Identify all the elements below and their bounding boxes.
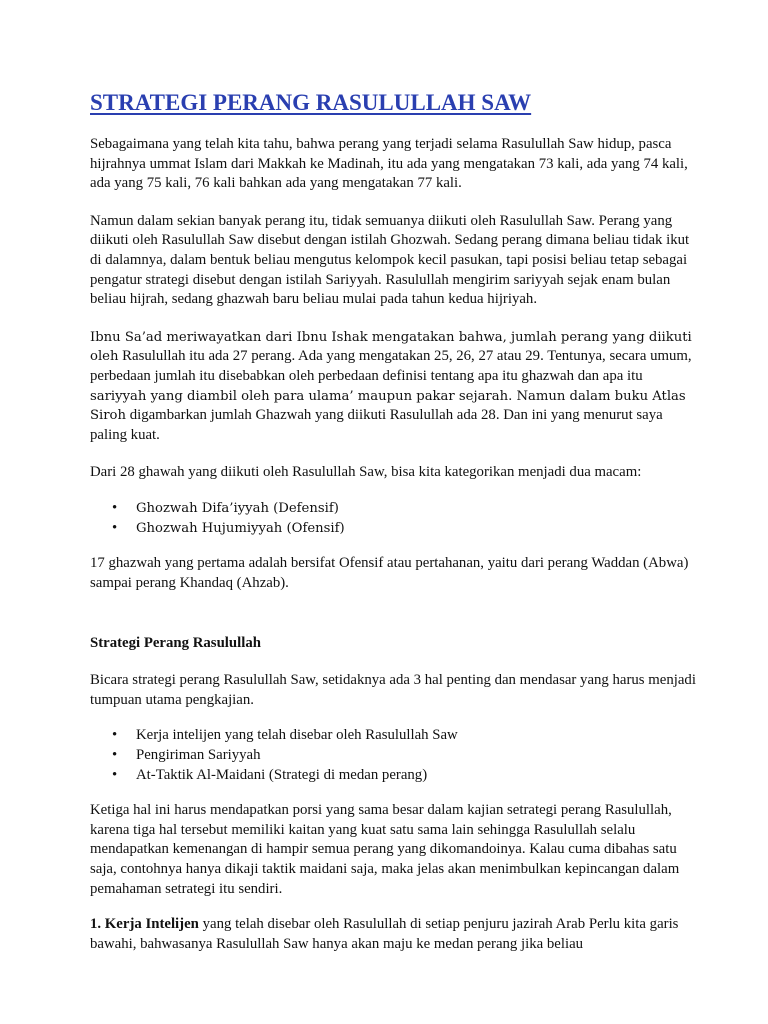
paragraph-ibnu-saad [90, 328, 698, 446]
list-item [136, 519, 698, 539]
kerja-intelijen-label: 1. Kerja Intelijen [90, 916, 199, 933]
ibnu-saad-text-5: digambarkan jumlah Ghazwah yang diikuti Rasulullah ada 28. Dan ini yang menurut saya paling kuat. [90, 407, 663, 443]
paragraph-section-intro: Bicara strategi perang Rasulullah Saw, setidaknya ada 3 hal penting dan mendasar yang harus menjadi tumpuan utama pengkajian. [90, 672, 696, 708]
ibnu-saad-text-1: Ibnu Sa’ad meriwayatkan dari Ibnu Ishak mengatakan bahwa, jumlah perang yang diikuti oleh [90, 329, 692, 365]
paragraph-kerja-intelijen [90, 915, 698, 954]
list-item: • At-Taktik Al-Maidani (Strategi di medan perang) [136, 766, 698, 786]
paragraph-ofensif: 17 ghazwah yang pertama adalah bersifat Ofensif atau pertahanan, yaitu dari perang Waddan (Abwa) sampai perang Khandaq (Ahzab). [90, 555, 689, 591]
section-heading: Strategi Perang Rasulullah [90, 635, 261, 652]
paragraph-intro: Sebagaimana yang telah kita tahu, bahwa perang yang terjadi selama Rasulullah Saw hidup, pasca hijrahnya ummat Islam dari Makkah ke Madinah, itu ada yang mengatakan 73 kali, ada yang 74 kali, ada yang 75 kali, 76 kali bahkan ada yang mengatakan 77 kali. [90, 136, 688, 192]
list-item [136, 499, 698, 519]
list-item: • Kerja intelijen yang telah disebar oleh Rasulullah Saw [136, 726, 698, 746]
category-label: Ghozwah Difa’iyyah (Defensif) [136, 500, 339, 516]
page-title[interactable]: STRATEGI PERANG RASULULLAH SAW [90, 90, 532, 115]
paragraph-ghozwah-definition: Namun dalam sekian banyak perang itu, tidak semuanya diikuti oleh Rasulullah Saw. Perang yang diikuti oleh Rasulullah Saw disebut dengan istilah Ghozwah. Sedang perang dimana beliau tidak ikut di dalamnya, dalam bentuk beliau mengutus kelompok kecil pasukan, tapi posisi beliau tetap sebagai pengatur strategi disebut dengan istilah Sariyyah. Rasulullah mengirim sariyyah sejak enam bulan beliau hijrah, sedang ghazwah baru beliau mulai pada tahun kedua hijriyah. [90, 212, 690, 308]
kerja-intelijen-text: yang telah disebar oleh Rasulullah di setiap penjuru jazirah Arab Perlu kita garis bawahi, bahwasanya Rasulullah Saw hanya akan maju ke medan perang jika beliau [90, 916, 679, 952]
ibnu-saad-text-2: Rasulullah itu ada 27 perang. Ada yang mengatakan 25, 26, 27 atau 29. Tentunya, secara umum, perbedaan jumlah itu disebabkan oleh perbedaan definisi tentang apa itu ghazwah dan apa itu [90, 348, 692, 384]
paragraph-categories-intro: Dari 28 ghawah yang diikuti oleh Rasulullah Saw, bisa kita kategorikan menjadi dua macam: [90, 464, 642, 481]
list-item: • Pengiriman Sariyyah [136, 746, 698, 766]
pillar-list [90, 726, 698, 785]
category-label: Ghozwah Hujumiyyah (Ofensif) [136, 520, 345, 536]
paragraph-balance: Ketiga hal ini harus mendapatkan porsi yang sama besar dalam kajian setrategi perang Rasulullah, karena tiga hal tersebut memiliki kaitan yang kuat satu sama lain sehingga Rasulullah selalu mendapatkan kemenangan di hampir semua perang yang dikomandoinya. Kalau cuma dibahas satu saja, contohnya hanya dikaji taktik maidani saja, maka jelas akan menimbulkan kepincangan dalam pemahaman setrategi itu sendiri. [90, 802, 680, 897]
ibnu-saad-text-3: sariyyah yang diambil oleh para ulama’ maupun pakar sejarah. [90, 388, 513, 404]
category-list [90, 499, 698, 538]
ibnu-saad-text-4: Namun dalam buku Atlas Siroh [90, 388, 686, 424]
